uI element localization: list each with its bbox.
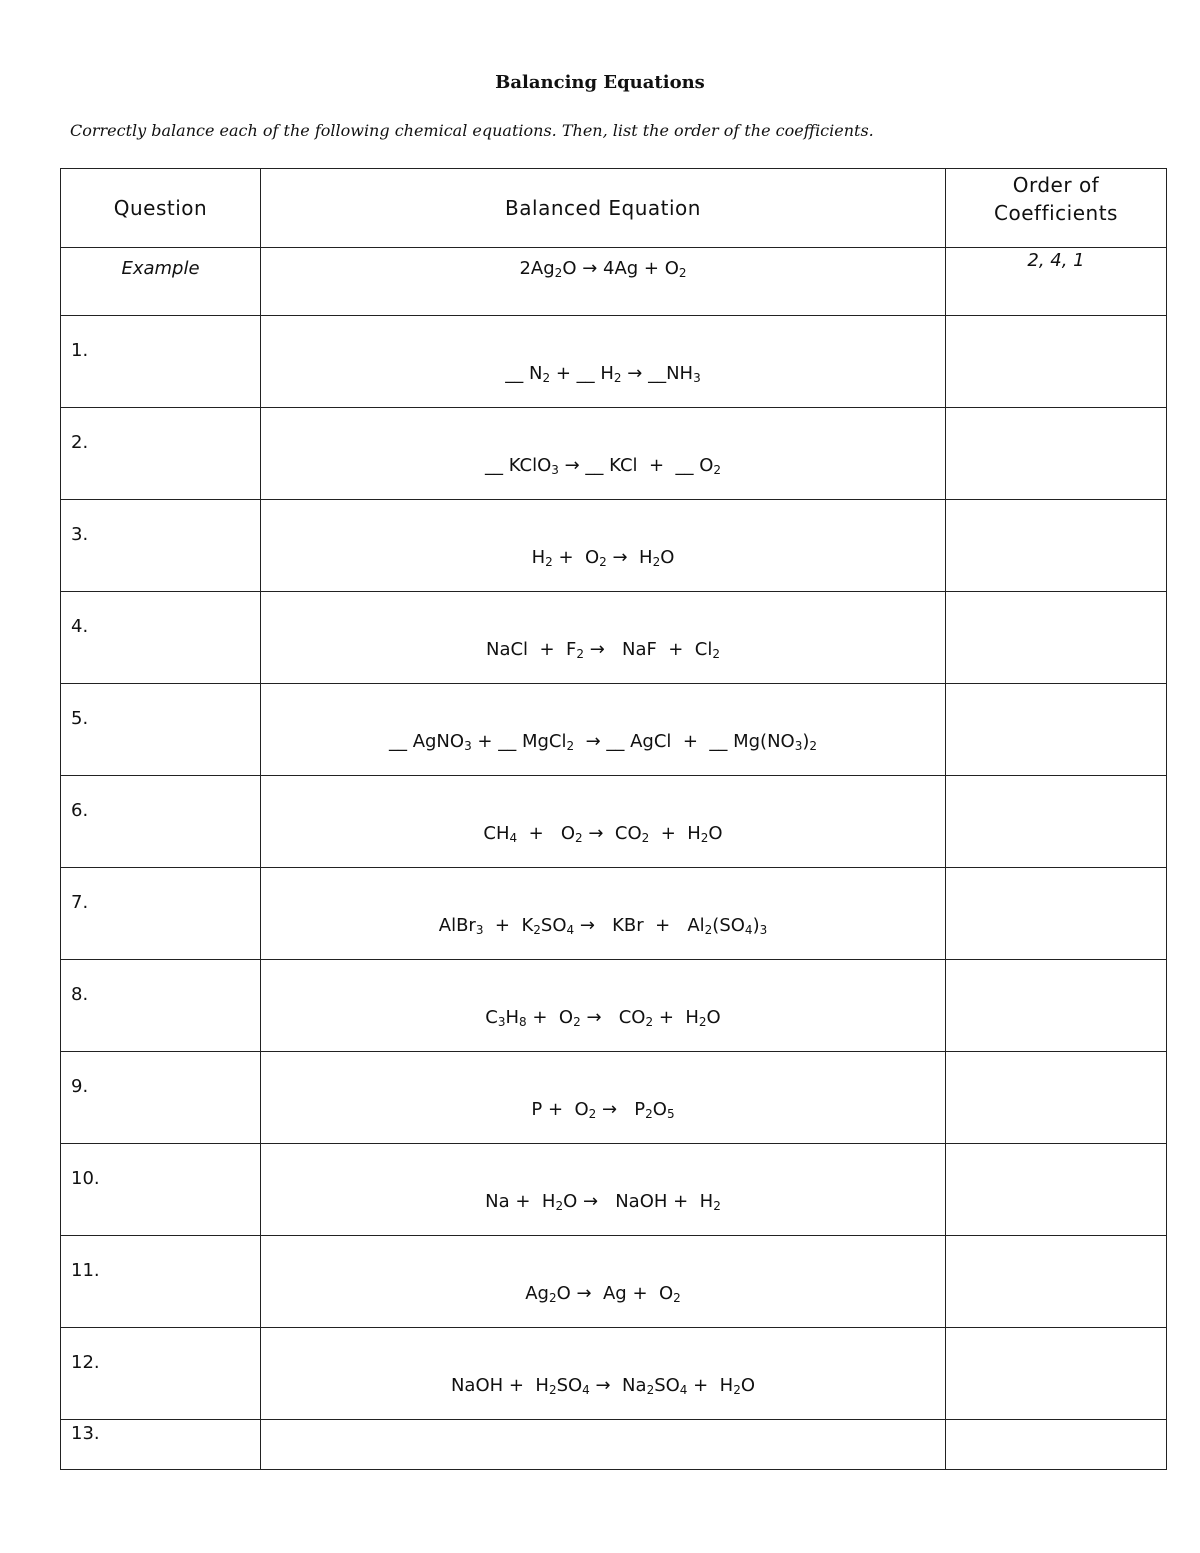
question-number: 7. xyxy=(71,892,89,913)
question-number: 9. xyxy=(71,1076,89,1097)
question-row xyxy=(61,500,1167,592)
question-row xyxy=(61,868,1167,960)
question-row xyxy=(61,316,1167,408)
equation-cell xyxy=(261,1052,946,1144)
equation-cell xyxy=(261,408,946,500)
equation-text: $C_3H_8 + O_2 \to CO_2 + H_2O$ xyxy=(485,1007,721,1029)
header-question: Question xyxy=(61,169,261,248)
equation-cell xyxy=(261,1328,946,1420)
equation-text: __ AgNO$_3$ + __ MgCl$_2$ → __ AgCl + __ $Mg(NO_3)_2$ xyxy=(388,731,818,753)
coefficients-answer-cell[interactable] xyxy=(946,408,1167,500)
example-row xyxy=(61,248,1167,316)
equation-text xyxy=(261,1420,945,1467)
equations-table xyxy=(60,168,1167,1470)
question-row xyxy=(61,592,1167,684)
question-number: 4. xyxy=(71,616,89,637)
instructions-text: Correctly balance each of the following chemical equations. Then, list the order of the coefficients. xyxy=(70,121,874,140)
question-number-cell xyxy=(61,960,261,1052)
coefficients-answer-cell[interactable] xyxy=(946,1052,1167,1144)
coefficients-answer-cell[interactable] xyxy=(946,868,1167,960)
header-order-of-coefficients xyxy=(946,169,1167,248)
question-number: 6. xyxy=(71,800,89,821)
coefficients-answer-cell[interactable] xyxy=(946,776,1167,868)
coefficients-answer-cell[interactable] xyxy=(946,684,1167,776)
coefficients-answer-cell[interactable] xyxy=(946,960,1167,1052)
example-coefficients-cell xyxy=(946,248,1167,316)
question-row xyxy=(61,776,1167,868)
equation-text: $P + O_2 \to P_2O_5$ xyxy=(531,1099,675,1121)
equation-cell xyxy=(261,500,946,592)
equation-cell xyxy=(261,1236,946,1328)
question-number-cell xyxy=(61,592,261,684)
question-number: 13. xyxy=(71,1423,100,1444)
header-coefficients-line2: Coefficients xyxy=(994,201,1118,225)
equation-cell xyxy=(261,868,946,960)
question-row xyxy=(61,408,1167,500)
question-row xyxy=(61,1236,1167,1328)
question-number-cell xyxy=(61,868,261,960)
question-number-cell xyxy=(61,776,261,868)
example-label: Example xyxy=(121,258,200,279)
equation-text: $H_2 + O_2 \to H_2O$ xyxy=(531,547,675,569)
question-number: 5. xyxy=(71,708,89,729)
equation-cell xyxy=(261,1144,946,1236)
equation-text: $CH_4 + O_2 \to CO_2 + H_2O$ xyxy=(483,823,723,845)
example-coefficients: 2, 4, 1 xyxy=(1027,250,1085,271)
coefficients-answer-cell[interactable] xyxy=(946,1328,1167,1420)
question-number-cell xyxy=(61,684,261,776)
question-number: 1. xyxy=(71,340,89,361)
question-number-cell xyxy=(61,316,261,408)
header-balanced-equation: Balanced Equation xyxy=(261,169,946,248)
coefficients-answer-cell[interactable] xyxy=(946,316,1167,408)
question-number: 2. xyxy=(71,432,89,453)
question-number-cell xyxy=(61,1052,261,1144)
equation-text: NaCl + $F_2$ → NaF + $Cl_2$ xyxy=(485,639,721,661)
equation-cell xyxy=(261,592,946,684)
coefficients-answer-cell[interactable] xyxy=(946,592,1167,684)
equation-text: __ $N_2$ + __ $H_2$ → $\_\_NH_3$ xyxy=(505,363,701,385)
question-number-cell xyxy=(61,1236,261,1328)
example-equation-cell xyxy=(261,248,946,316)
question-number-cell xyxy=(61,1328,261,1420)
question-number-cell xyxy=(61,408,261,500)
header-coefficients-line1: Order of xyxy=(1012,173,1100,197)
question-row xyxy=(61,684,1167,776)
equation-text: $Ag_2O \to Ag + O_2$ xyxy=(525,1283,681,1305)
equation-text: __ KClO$_3$ → __ KCl + __ $O_2$ xyxy=(484,455,722,477)
example-equation: $2Ag_2O \to 4Ag + O_2$ xyxy=(519,258,687,280)
question-number: 8. xyxy=(71,984,89,1005)
question-number: 11. xyxy=(71,1260,100,1281)
equation-text: NaOH + $H_2SO_4 \to Na_2SO_4 + H_2O$ xyxy=(450,1375,756,1397)
equation-cell xyxy=(261,684,946,776)
coefficients-answer-cell[interactable] xyxy=(946,1144,1167,1236)
equation-cell xyxy=(261,960,946,1052)
table-header-row xyxy=(61,169,1167,248)
question-number: 10. xyxy=(71,1168,100,1189)
question-number: 3. xyxy=(71,524,89,545)
coefficients-answer-cell[interactable] xyxy=(946,1420,1167,1470)
question-number-cell xyxy=(61,500,261,592)
question-row xyxy=(61,1420,1167,1470)
question-number-cell xyxy=(61,1144,261,1236)
question-row xyxy=(61,960,1167,1052)
question-number-cell xyxy=(61,1420,261,1470)
question-number: 12. xyxy=(71,1352,100,1373)
equation-cell xyxy=(261,316,946,408)
question-row xyxy=(61,1052,1167,1144)
coefficients-answer-cell[interactable] xyxy=(946,1236,1167,1328)
equation-cell xyxy=(261,1420,946,1470)
equation-cell xyxy=(261,776,946,868)
page-title: Balancing Equations xyxy=(495,72,705,93)
question-row xyxy=(61,1144,1167,1236)
question-row xyxy=(61,1328,1167,1420)
equation-text: $Na + H_2O$ → NaOH + $H_2$ xyxy=(485,1191,721,1213)
coefficients-answer-cell[interactable] xyxy=(946,500,1167,592)
example-label-cell xyxy=(61,248,261,316)
equation-text: AlBr$_3$ + $K_2SO_4$ → KBr + $Al_2(SO_4)_3$ xyxy=(438,915,768,937)
